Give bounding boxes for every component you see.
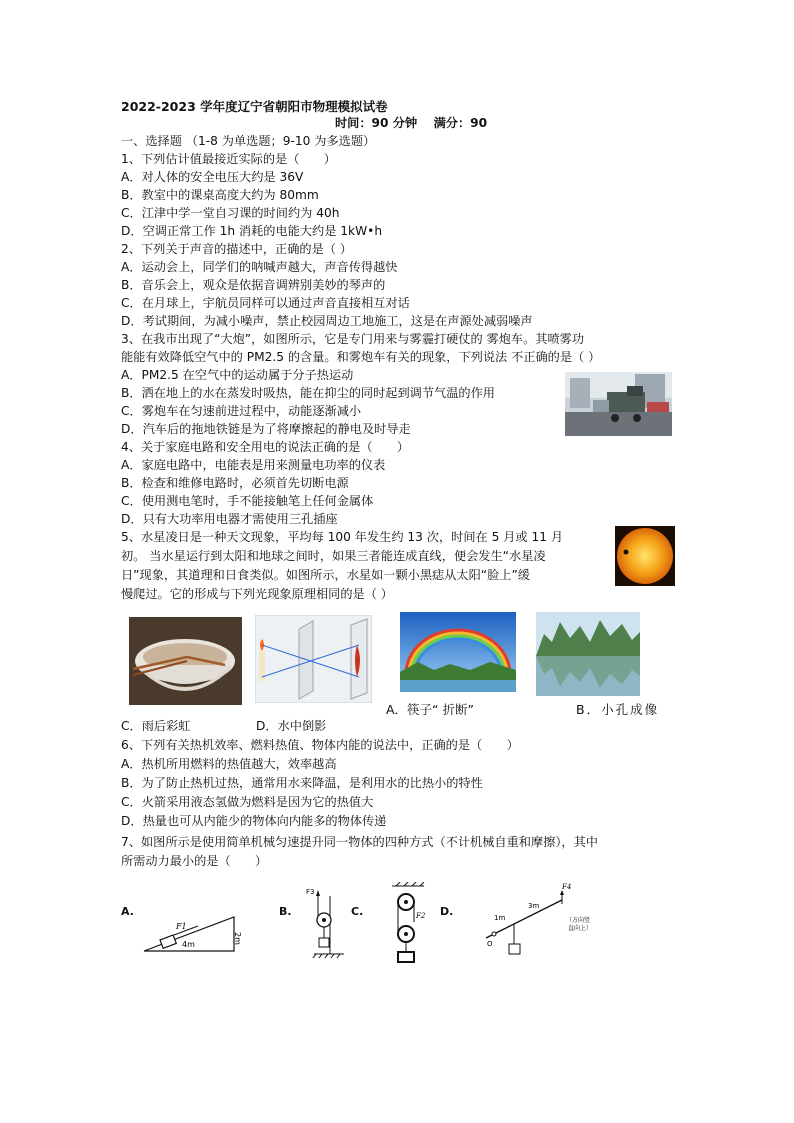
fig-d-note-line1: （方向竖 (566, 917, 591, 924)
fig-d-force-label: F4 (562, 883, 572, 891)
exam-time-score: 时间：90 分钟 满分：90 (335, 116, 488, 130)
q6-option-d: D．热量也可从内能少的物体向内能多的物体传递 (121, 814, 387, 828)
fig-a-length-label: 4m (182, 940, 195, 949)
q3-option-c: C．雾炮车在匀速前进过程中，动能逐渐减小 (121, 404, 362, 418)
q4-option-d: D．只有大功率用电器才需使用三孔插座 (121, 512, 338, 526)
q5-option-d-caption: D．水中倒影 (256, 719, 327, 733)
water-reflection-image (536, 612, 640, 696)
q1-option-c: C．江津中学一堂自习课的时间约为 40h (121, 206, 340, 220)
lever-figure (482, 880, 602, 960)
q6-option-b: B．为了防止热机过热，通常用水来降温，是利用水的比热小的特性 (121, 776, 483, 790)
q5-stem-line1: 5、水星凌日是一种天文现象，平均每 100 年发生约 13 次，时间在 5 月或 11 月 (121, 530, 564, 544)
q4-stem: 4、关于家庭电路和安全用电的说法正确的是（ ） (121, 440, 410, 454)
q2-stem: 2、下列关于声音的描述中，正确的是（ ） (121, 242, 353, 256)
fig-d-short-arm-label: 1m (494, 914, 506, 922)
q3-stem-line2: 能能有效降低空气中的 PM2.5 的含量。和雾炮车有关的现象，下列说法 不正确的是（ ） (121, 350, 601, 364)
fig-a-height-label: 2m (233, 932, 242, 945)
q4-option-b: B．检查和维修电路时，必须首先切断电源 (121, 476, 349, 490)
q7-stem-line2: 所需动力最小的是（ ） (121, 854, 268, 868)
q2-option-c: C．在月球上，宇航员同样可以通过声音直接相互对话 (121, 296, 410, 310)
q6-option-c: C．火箭采用液态氢做为燃料是因为它的热值大 (121, 795, 374, 809)
movable-pulley-figure (300, 884, 350, 960)
q1-stem: 1、下列估计值最接近实际的是（ ） (121, 152, 336, 166)
inclined-plane-figure (140, 905, 252, 960)
q3-stem-line1: 3、在我市出现了“大炮”，如图所示，它是专门用来与雾霾打硬仗的 雾炮车。其喷雾功 (121, 332, 585, 346)
q7-option-a-label: A. (121, 905, 134, 918)
q1-option-b: B．教室中的课桌高度大约为 80mm (121, 188, 319, 202)
q2-option-b: B．音乐会上，观众是依据音调辨别美妙的琴声的 (121, 278, 386, 292)
fig-a-force-label: F1 (176, 922, 187, 931)
mercury-transit-sun-image (615, 526, 675, 586)
q2-option-a: A．运动会上，同学们的呐喊声越大，声音传得越快 (121, 260, 398, 274)
q2-option-d: D．考试期间，为减小噪声，禁止校园周边工地施工，这是在声源处减弱噪声 (121, 314, 533, 328)
q3-option-a: A．PM2.5 在空气中的运动属于分子热运动 (121, 368, 354, 382)
fig-b-force-label: F3 (306, 888, 315, 896)
q6-stem: 6、下列有关热机效率、燃料热值、物体内能的说法中，正确的是（ ） (121, 738, 519, 752)
q5-stem-line2: 初。 当水星运行到太阳和地球之间时，如果三者能连成直线，便会发生“水星凌 (121, 549, 546, 563)
fig-d-note-line2: 直向上） (568, 925, 593, 932)
q4-option-c: C．使用测电笔时，手不能接触笔上任何金属体 (121, 494, 374, 508)
q7-option-d-label: D. (440, 905, 454, 918)
rainbow-image (400, 612, 516, 692)
fig-d-long-arm-label: 3m (528, 902, 540, 910)
chopsticks-bowl-image (129, 617, 242, 705)
q5-option-c-caption: C．雨后彩虹 (121, 719, 191, 733)
q1-option-a: A．对人体的安全电压大约是 36V (121, 170, 304, 184)
page-title: 2022-2023 学年度辽宁省朝阳市物理模拟试卷 (121, 99, 388, 114)
q5-stem-line4: 慢爬过。它的形成与下列光现象原理相同的是（ ） (121, 587, 393, 601)
fig-c-force-label: F2 (416, 912, 426, 920)
q7-option-b-label: B. (279, 905, 292, 918)
q5-stem-line3: 日”现象，其道理和日食类似。如图所示，水星如一颗小黑痣从太阳“脸上”缓 (121, 568, 530, 582)
q5-option-a-caption: A．筷子“ 折断” (386, 702, 474, 717)
pinhole-imaging-image (255, 615, 372, 703)
q7-option-c-label: C. (351, 905, 364, 918)
q4-option-a: A．家庭电路中，电能表是用来测量电功率的仪表 (121, 458, 386, 472)
q3-option-b: B．洒在地上的水在蒸发时吸热，能在抑尘的同时起到调节气温的作用 (121, 386, 495, 400)
pulley-block-figure (384, 882, 434, 966)
q7-stem-line1: 7、如图所示是使用简单机械匀速提升同一物体的四种方式（不计机械自重和摩擦），其中 (121, 835, 598, 849)
q6-option-a: A．热机所用燃料的热值越大，效率越高 (121, 757, 337, 771)
q1-option-d: D．空调正常工作 1h 消耗的电能大约是 1kW•h (121, 224, 383, 238)
fog-cannon-truck-photo (565, 372, 672, 436)
fig-d-pivot-label: O (487, 940, 493, 948)
q5-option-b-caption: B．小孔成像 (576, 702, 660, 717)
section-heading: 一、选择题 （1-8 为单选题；9-10 为多选题） (121, 134, 376, 148)
q3-option-d: D．汽车后的拖地铁链是为了将摩擦起的静电及时导走 (121, 422, 411, 436)
